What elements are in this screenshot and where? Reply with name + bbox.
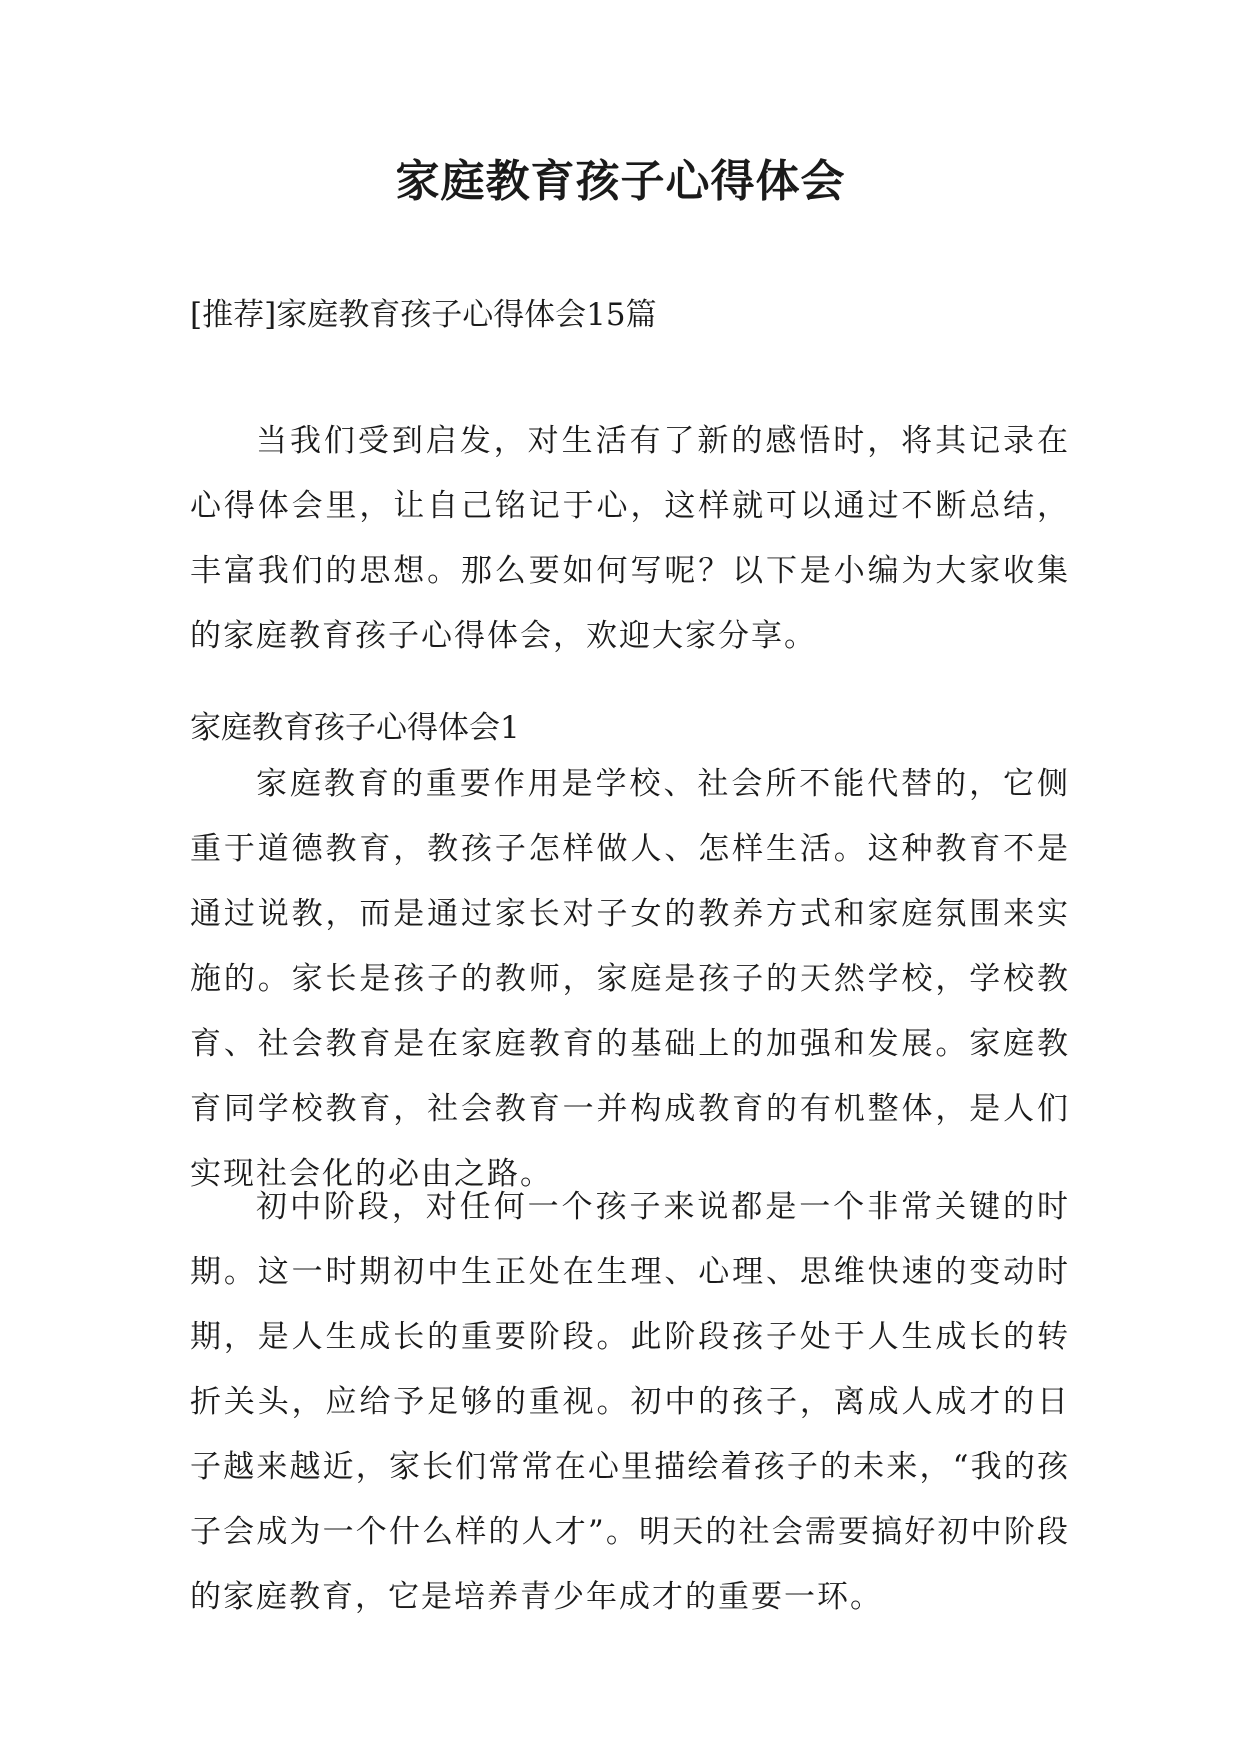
document-title: 家庭教育孩子心得体会 xyxy=(395,156,846,207)
section-heading: 家庭教育孩子心得体会1 xyxy=(190,710,520,746)
body-paragraph: 初中阶段，对任何一个孩子来说都是一个非常关键的时期。这一时期初中生正处在生理、心理、思维快速的变动时期，是人生成长的重要阶段。此阶段孩子处于人生成长的转折关头，应给予足够的重视。初中的孩子，离成人成才的日子越来越近，家长们常常在心里描绘着孩子的未来，“我的孩子会成为一个什么样的人才”。明天的社会需要搞好初中阶段的家庭教育，它是培养青少年成才的重要一环。 xyxy=(190,1189,1070,1615)
body-paragraph: 家庭教育的重要作用是学校、社会所不能代替的，它侧重于道德教育，教孩子怎样做人、怎样生活。这种教育不是通过说教，而是通过家长对子女的教养方式和家庭氛围来实施的。家长是孩子的教师，家庭是孩子的天然学校，学校教育、社会教育是在家庭教育的基础上的加强和发展。家庭教育同学校教育，社会教育一并构成教育的有机整体，是人们实现社会化的必由之路。 xyxy=(190,766,1070,1192)
intro-paragraph: 当我们受到启发，对生活有了新的感悟时，将其记录在心得体会里，让自己铭记于心，这样就可以通过不断总结，丰富我们的思想。那么要如何写呢？以下是小编为大家收集的家庭教育孩子心得体会，欢迎大家分享。 xyxy=(190,423,1070,654)
document-subtitle: [推荐]家庭教育孩子心得体会15篇 xyxy=(190,297,657,333)
